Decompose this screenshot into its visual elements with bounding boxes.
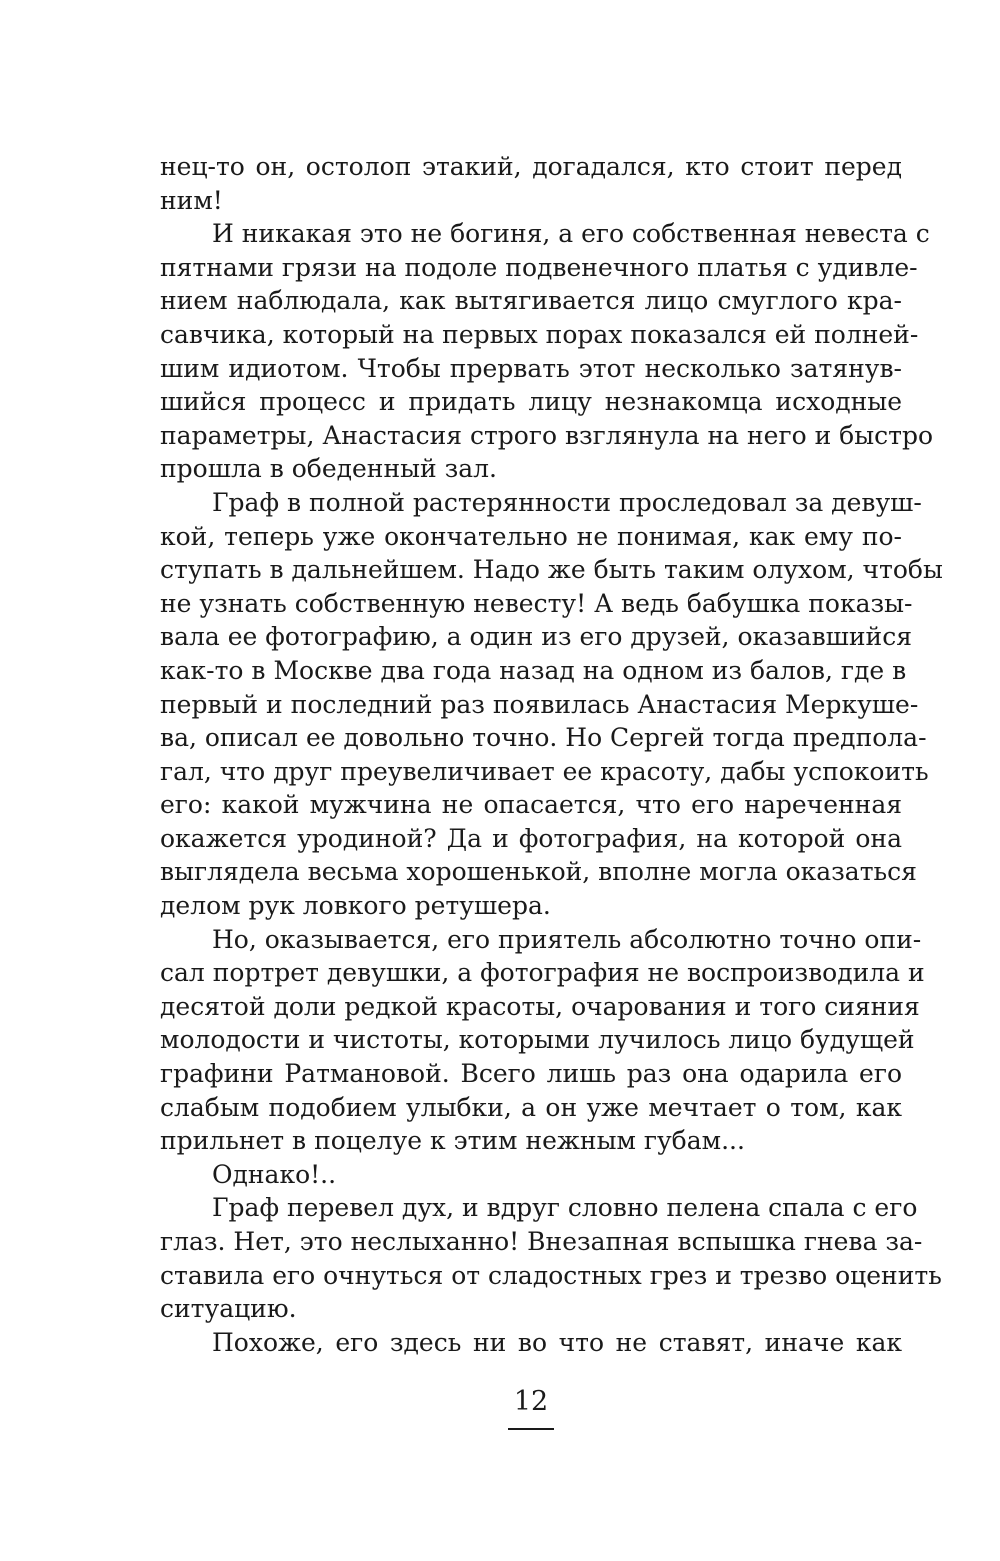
text-line: шим идиотом. Чтобы прервать этот несколько затянув- — [160, 353, 902, 383]
text-line: графини Ратмановой. Всего лишь раз она одарила его — [160, 1059, 902, 1089]
text-line: нием наблюдала, как вытягивается лицо смуглого кра- — [160, 286, 902, 316]
text-line: не узнать собственную невесту! А ведь бабушка показы- — [160, 588, 913, 618]
text-line: выглядела весьма хорошенькой, вполне могла оказаться — [160, 857, 917, 887]
text-line: окажется уродиной? Да и фотография, на которой она — [160, 823, 902, 853]
text-line: нец-то он, остолоп этакий, догадался, кто стоит перед — [160, 152, 902, 181]
text-line: ситуацию. — [160, 1294, 297, 1324]
text-line: шийся процесс и придать лицу незнакомца исходные — [160, 387, 902, 417]
body-text — [160, 150, 943, 1359]
text-line: сал портрет девушки, а фотография не воспроизводила и — [160, 958, 925, 988]
text-line: Похоже, его здесь ни во что не ставят, иначе как — [212, 1327, 902, 1357]
text-line: савчика, который на первых порах показался ей полней- — [160, 319, 919, 349]
text-line: Граф в полной растерянности проследовал за девуш- — [212, 487, 922, 517]
text-line: десятой доли редкой красоты, очарования и того сияния — [160, 991, 920, 1021]
text-line: пятнами грязи на подоле подвенечного платья с удивле- — [160, 252, 918, 282]
text-line: гал, что друг преувеличивает ее красоту, дабы успокоить — [160, 756, 929, 786]
text-line: первый и последний раз появилась Анастасия Меркуше- — [160, 689, 919, 719]
text-line: Но, оказывается, его приятель абсолютно точно опи- — [212, 924, 922, 954]
text-line: И никакая это не богиня, а его собственная невеста с — [212, 219, 930, 249]
page-number-underline — [508, 1428, 554, 1430]
text-line: глаз. Нет, это неслыханно! Внезапная вспышка гнева за- — [160, 1227, 923, 1256]
text-line: Однако!.. — [212, 1159, 337, 1189]
text-line: Граф перевел дух, и вдруг словно пелена спала с его — [212, 1193, 918, 1223]
text-line: его: какой мужчина не опасается, что его нареченная — [160, 790, 902, 820]
text-line: ва, описал ее довольно точно. Но Сергей тогда предпола- — [160, 723, 927, 753]
text-line: кой, теперь уже окончательно не понимая, как ему по- — [160, 521, 902, 551]
text-line: ставила его очнуться от сладостных грез и трезво оценить — [160, 1260, 942, 1290]
text-line: прильнет в поцелуе к этим нежным губам... — [160, 1126, 745, 1156]
page-number: 12 — [513, 1386, 549, 1417]
text-line: как-то в Москве два года назад на одном из балов, где в — [160, 655, 907, 685]
text-line: делом рук ловкого ретушера. — [160, 891, 551, 921]
text-line: слабым подобием улыбки, а он уже мечтает о том, как — [160, 1092, 902, 1122]
text-line: ним! — [160, 185, 223, 215]
text-line: вала ее фотографию, а один из его друзей, оказавшийся — [160, 622, 912, 652]
text-line: ступать в дальнейшем. Надо же быть таким олухом, чтобы — [160, 555, 943, 585]
text-line: молодости и чистоты, которыми лучилось лицо будущей — [160, 1025, 915, 1055]
text-line: прошла в обеденный зал. — [160, 454, 497, 484]
text-line: параметры, Анастасия строго взглянула на него и быстро — [160, 420, 934, 450]
